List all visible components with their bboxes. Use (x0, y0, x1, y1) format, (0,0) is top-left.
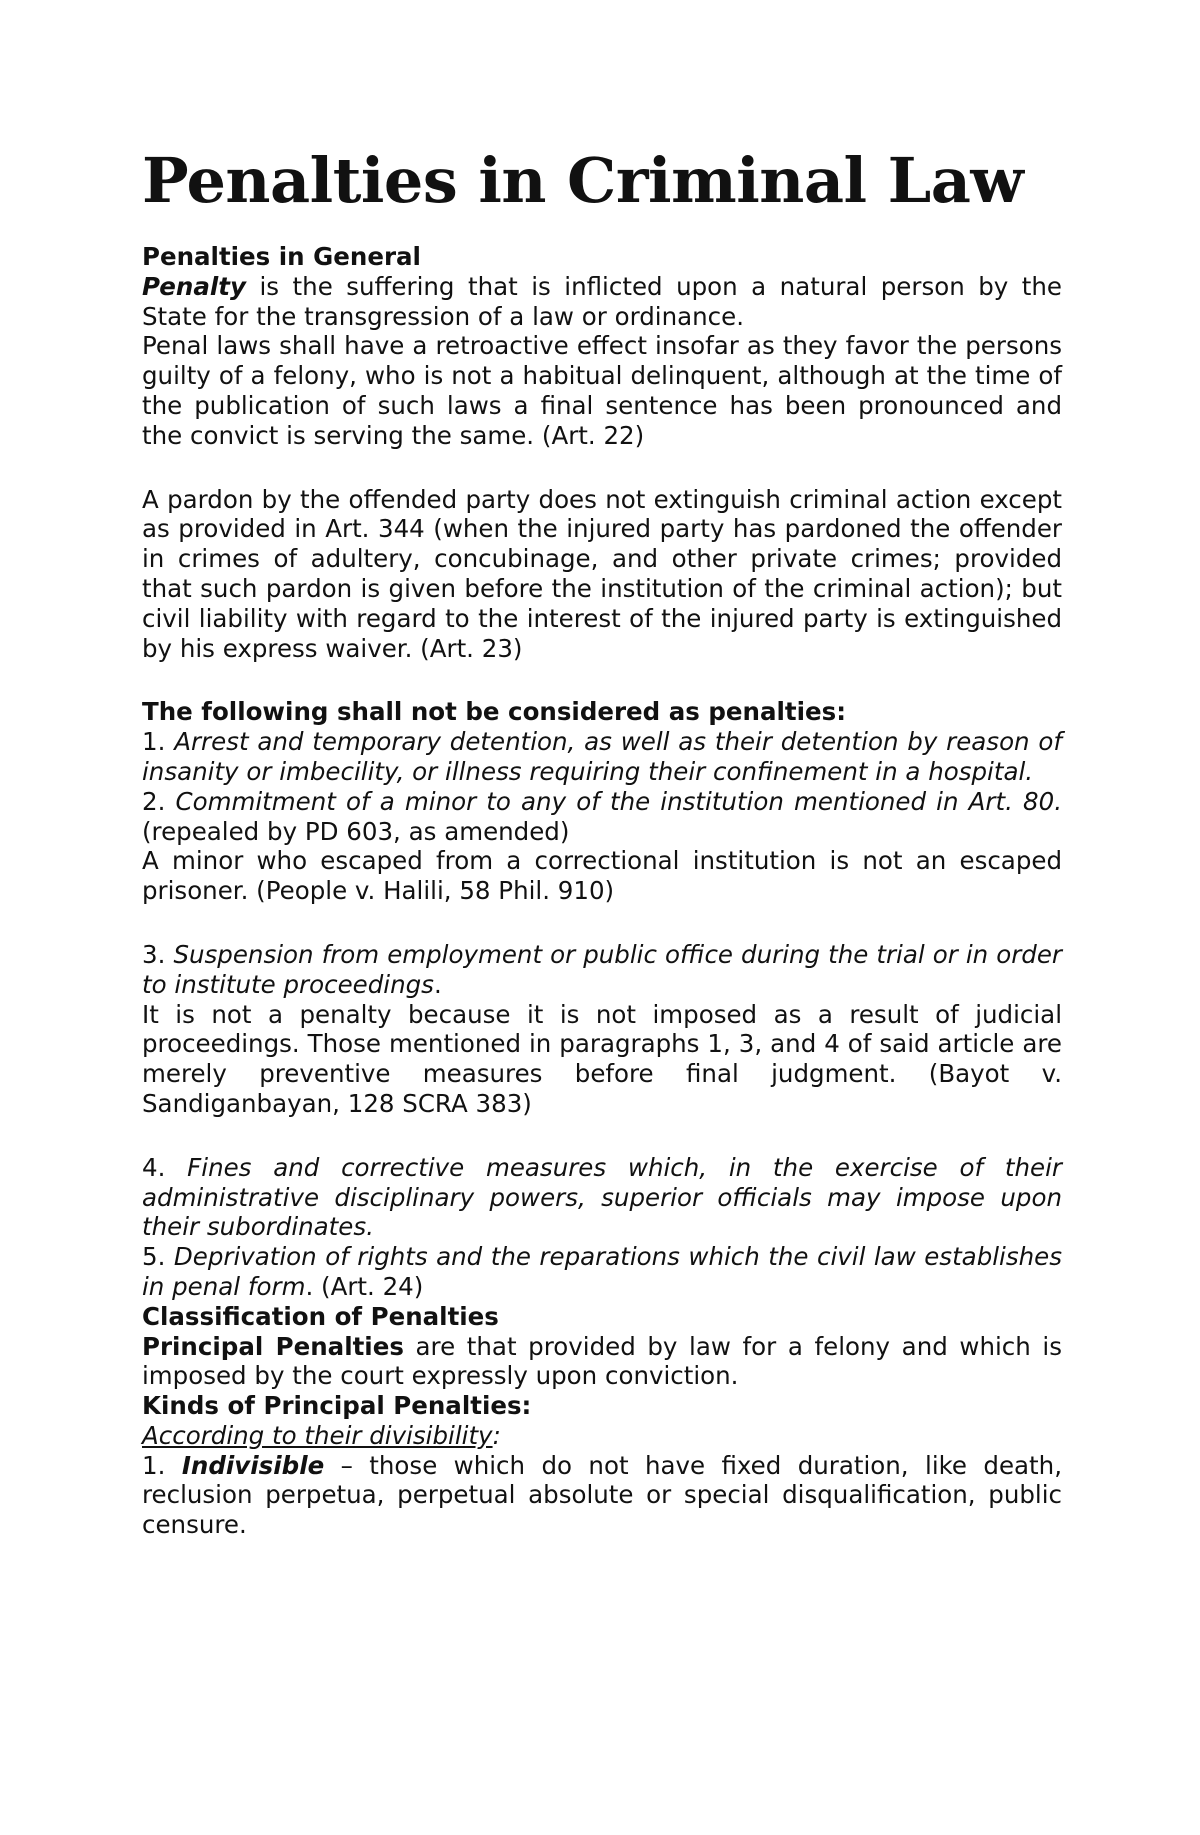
retroactive-paragraph: Penal laws shall have a retroactive effect insofar as they favor the persons guilty of a felony, who is not a habitual delinquent, although at the time of the publication of such laws a final sentence has been pronounced and the convict is serving the same. (Art. 22) (142, 331, 1062, 450)
list-item-text: Deprivation of rights and the reparations which the civil law establishes in penal form (142, 1242, 1062, 1301)
list-number: 5. (142, 1242, 166, 1272)
document-page (142, 142, 1062, 1540)
minor-note-paragraph: A minor who escaped from a correctional institution is not an escaped prisoner. (People v. Halili, 58 Phil. 910) (142, 846, 1062, 906)
list-number: 1. (142, 1450, 166, 1480)
list-item-end: . (433, 969, 442, 999)
principal-penalties-term: Principal Penalties (142, 1331, 404, 1361)
not-penalties-heading: The following shall not be considered as penalties: (142, 697, 847, 727)
list-item-1 (142, 727, 1062, 787)
list-item-3 (142, 940, 1062, 1000)
list-number: 4. (142, 1152, 166, 1182)
list-item-text: Arrest and temporary detention, as well as their detention by reason of insanity or imbecility, or illness requiring their confinement in a hospital. (142, 727, 1063, 786)
list-item-2 (142, 787, 1062, 847)
list-item-note: . (Art. 24) (305, 1271, 424, 1301)
indivisible-text: – those which do not have fixed duration, like death, reclusion perpetua, perpetual absolute or special disqualification, public censure. (142, 1450, 1062, 1540)
list-item-5 (142, 1242, 1062, 1302)
divisibility-label: According to their divisibility (142, 1420, 493, 1450)
divisibility-subheading (142, 1421, 1062, 1451)
list-item-text: Suspension from employment or public office during the trial or in order to institute proceedings (142, 939, 1062, 999)
list-item-note: (repealed by PD 603, as amended) (142, 816, 570, 846)
list-number: 3. (142, 939, 166, 969)
list-item-text: Commitment of a minor to any of the institution mentioned in Art. 80. (175, 786, 1062, 816)
principal-penalties-text: are that provided by law for a felony and which is imposed by the court expressly upon conviction. (142, 1331, 1062, 1391)
indivisible-term: Indivisible (181, 1450, 325, 1480)
penalty-term: Penalty (142, 271, 246, 301)
divisibility-colon: : (492, 1420, 501, 1450)
penalty-definition (142, 272, 1062, 332)
section-heading-penalties-in-general: Penalties in General (142, 242, 421, 271)
page-title: Penalties in Criminal Law (142, 144, 1024, 217)
pardon-paragraph: A pardon by the offended party does not extinguish criminal action except as provided in Art. 344 (when the injured party has pardoned the offender in crimes of adultery, concubinage, and other private crimes; provided that such pardon is given before the institution of the criminal action); but civil liability with regard to the interest of the injured party is extinguished by his express waiver. (Art. 23) (142, 484, 1062, 663)
principal-penalties-paragraph (142, 1332, 1062, 1392)
list-number: 2. (142, 786, 166, 816)
list-item-text: Fines and corrective measures which, in the exercise of their administrative disciplinary powers, superior officials may impose upon their subordinates. (142, 1152, 1062, 1242)
suspension-note-paragraph: It is not a penalty because it is not imposed as a result of judicial proceedings. Those mentioned in paragraphs 1, 3, and 4 of said article are merely preventive measures before final judgment. (Bayot v. Sandiganbayan, 128 SCRA 383) (142, 999, 1062, 1118)
list-item-4 (142, 1153, 1062, 1242)
penalty-definition-text: is the suffering that is inflicted upon a natural person by the State for the transgression of a law or ordinance. (142, 271, 1062, 331)
list-number: 1. (142, 727, 166, 757)
indivisible-item (142, 1451, 1062, 1540)
classification-heading: Classification of Penalties (142, 1301, 499, 1331)
kinds-heading: Kinds of Principal Penalties: (142, 1391, 532, 1421)
